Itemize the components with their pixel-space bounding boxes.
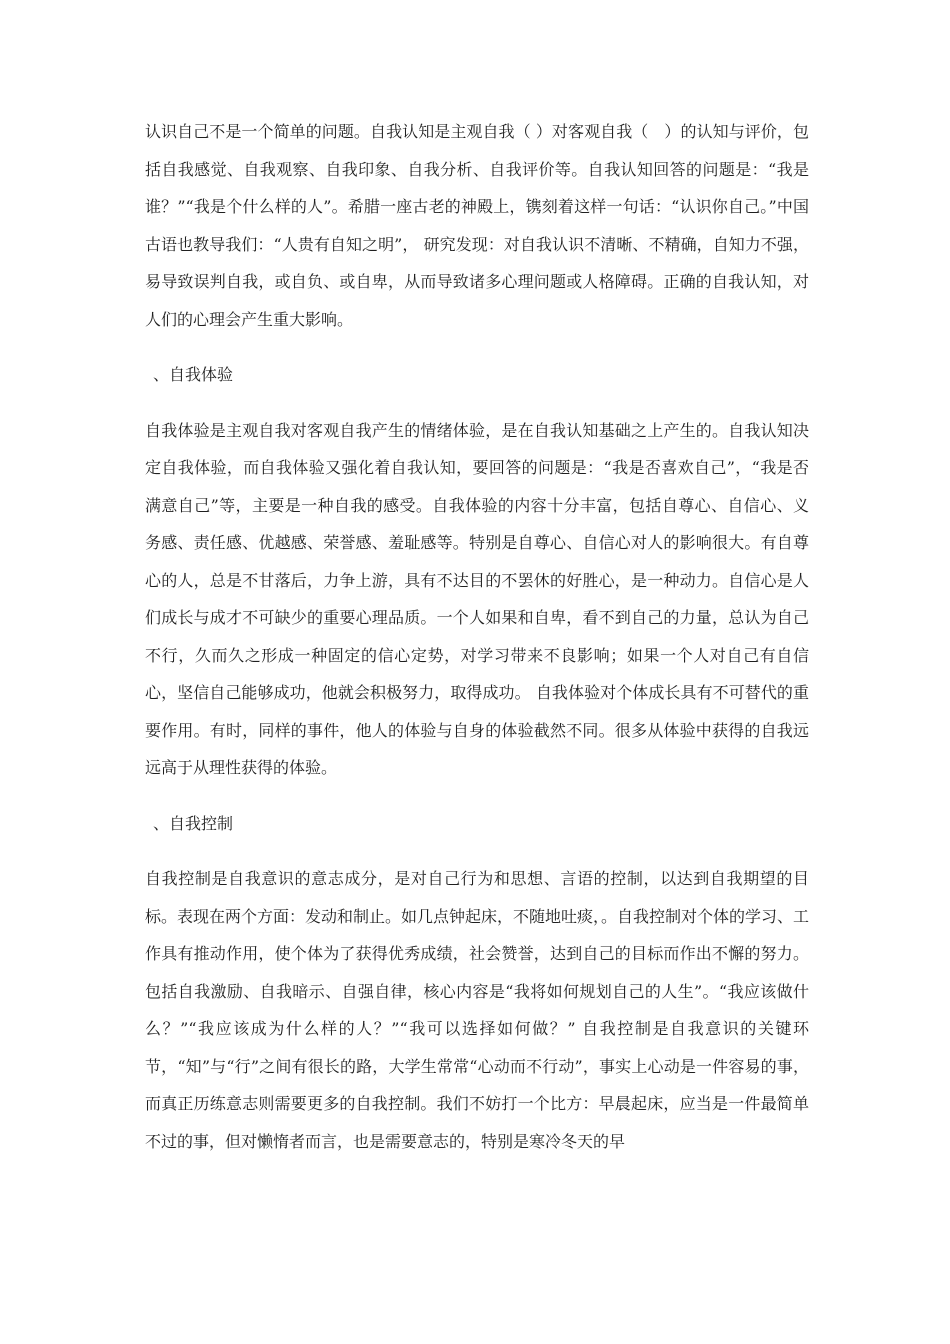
paragraph-spacer bbox=[145, 338, 809, 356]
heading-self-experience: 、自我体验 bbox=[153, 365, 234, 384]
paragraph-spacer bbox=[145, 394, 809, 412]
paragraph-self-experience: 自我体验是主观自我对客观自我产生的情绪体验，是在自我认知基础之上产生的。自我认知决定自我体验，而自我体验又强化着自我认知，要回答的问题是：“我是否喜欢自己”，“我是否满意自己”等，主要是一种自我的感受。自我体验的内容十分丰富，包括自尊心、自信心、义务感、责任感、优越感、荣誉感、羞耻感等。特别是自尊心、自信心对人的影响很大。有自尊心的人，总是不甘落后，力争上游，具有不达目的不罢休的好胜心，是一种动力。自信心是人们成长与成才不可缺少的重要心理品质。一个人如果和自卑，看不到自己的力量，总认为自己不行，久而久之形成一种固定的信心定势，对学习带来不良影响；如果一个人对自己有自信心，坚信自己能够成功，他就会积极努力，取得成功。 自我体验对个体成长具有不可替代的重要作用。有时，同样的事件，他人的体验与自身的体验截然不同。很多从体验中获得的自我远远高于从理性获得的体验。 bbox=[145, 420, 809, 777]
paragraph-spacer bbox=[145, 787, 809, 805]
paragraph-self-control: 自我控制是自我意识的意志成分，是对自己行为和思想、言语的控制，以达到自我期望的目标。表现在两个方面：发动和制止。如几点钟起床，不随地吐痰，。自我控制对个体的学习、工作具有推动作用，使个体为了获得优秀成绩，社会赞誉，达到自己的目标而作出不懈的努力。包括自我激励、自我暗示、自强自律，核心内容是“我将如何规划自己的人生”。“我应该做什么？”“我应该成为什么样的人？”“我可以选择如何做？” 自我控制是自我意识的关键环节，“知”与“行”之间有很长的路，大学生常常“心动而不行动”，事实上心动是一件容易的事，而真正历练意志则需要更多的自我控制。我们不妨打一个比方：早晨起床，应当是一件最简单不过的事，但对懒惰者而言，也是需要意志的，特别是寒冷冬天的早 bbox=[145, 869, 810, 1151]
paragraph-self-cognition: 认识自己不是一个简单的问题。自我认知是主观自我（ ）对客观自我（ ）的认知与评价，包括自我感觉、自我观察、自我印象、自我分析、自我评价等。自我认知回答的问题是：“我是谁？”“我是个什么样的人”。希腊一座古老的神殿上，镌刻着这样一句话：“认识你自己。”中国古语也教导我们：“人贵有自知之明”， 研究发现：对自我认识不清晰、不精确，自知力不强，易导致误判自我，或自负、或自卑，从而导致诸多心理问题或人格障碍。正确的自我认知，对人们的心理会产生重大影响。 bbox=[145, 122, 809, 329]
paragraph-spacer bbox=[145, 842, 809, 860]
document-body bbox=[145, 113, 809, 1160]
heading-self-control: 、自我控制 bbox=[153, 813, 234, 833]
